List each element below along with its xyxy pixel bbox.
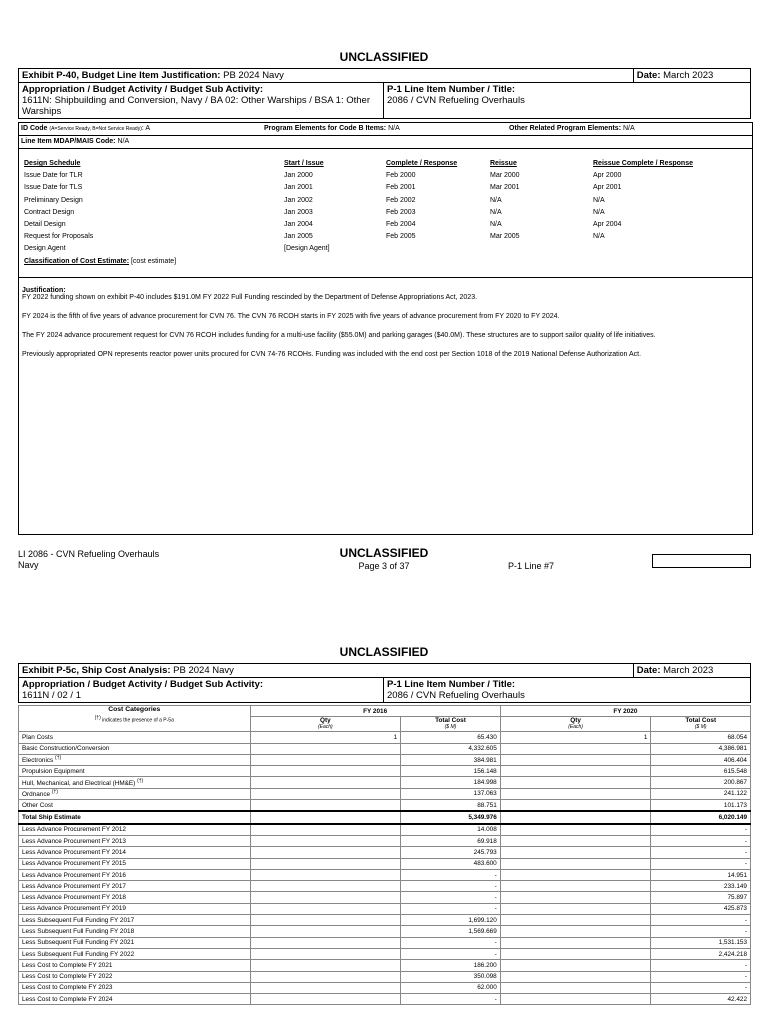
qty-cell — [250, 835, 401, 846]
total-cost-cell: 186.200 — [401, 960, 501, 971]
cost-category-label: Less Subsequent Full Funding FY 2021 — [22, 939, 135, 947]
cost-category-cell — [19, 743, 251, 754]
cost-row — [19, 881, 751, 892]
total-cost-cell: 350.098 — [401, 971, 501, 982]
qty-cell — [250, 971, 401, 982]
schedule-cell: Contract Design — [24, 208, 75, 216]
qty-cell — [250, 788, 401, 799]
schedule-header: Start / Issue — [284, 160, 324, 167]
justification-paragraph: FY 2024 is the fifth of five years of advance procurement for CVN 76. The CVN 76 RCOH starts in FY 2025 with five years of advance procurement from FY 2020 to FY 2024. — [22, 313, 560, 320]
cost-rows — [19, 732, 751, 1005]
total-cost-cell: 1,569.669 — [401, 926, 501, 937]
qty-header-b — [500, 717, 651, 732]
total-cost-cell: - — [651, 971, 751, 982]
cost-category-label: Less Cost to Complete FY 2023 — [22, 984, 113, 992]
qty-cell — [500, 788, 651, 799]
cost-categories-label: Cost Categories — [108, 706, 161, 713]
appropriation-label: Appropriation / Budget Activity / Budget Sub Activity: — [22, 679, 264, 690]
qty-cell — [500, 948, 651, 959]
footer-p1-line: P-1 Line #7 — [508, 561, 555, 571]
cost-category-label: Less Advance Procurement FY 2019 — [22, 905, 126, 913]
cost-category-cell — [19, 858, 251, 869]
total-cost-cell: 2,424.218 — [651, 948, 751, 959]
schedule-cell: Jan 2004 — [284, 220, 313, 228]
qty-cell — [500, 994, 651, 1005]
schedule-cell: [Design Agent] — [284, 245, 330, 253]
cost-row — [19, 732, 751, 743]
cost-category-cell — [19, 811, 251, 823]
cost-category-cell — [19, 937, 251, 948]
qty-cell — [250, 948, 401, 959]
cost-row — [19, 743, 751, 754]
cost-category-cell — [19, 915, 251, 926]
qty-cell — [500, 960, 651, 971]
schedule-cell: Feb 2004 — [386, 220, 416, 228]
justification-paragraph: FY 2022 funding shown on exhibit P-40 includes $191.0M FY 2022 Full Funding rescinded by the Department of Defense Appropriations Act, 2023. — [22, 294, 478, 301]
total-cost-cell: 483.600 — [401, 858, 501, 869]
cost-category-label: Total Ship Estimate — [22, 814, 81, 822]
total-cost-label: Total Cost — [435, 717, 466, 725]
cost-categories-mark: (†) — [94, 715, 101, 721]
pe-code-b-label: Program Elements for Code B Items: — [264, 125, 387, 132]
schedule-cell: Apr 2000 — [593, 172, 622, 180]
qty-label: Qty — [320, 717, 331, 725]
schedule-cell: Jan 2003 — [284, 208, 313, 216]
cost-categories-note: indicates the presence of a P-5a — [102, 717, 174, 724]
schedule-cell: Feb 2003 — [386, 208, 416, 216]
total-cost-cell: - — [401, 948, 501, 959]
cost-category-cell — [19, 881, 251, 892]
p1-line-value: 2086 / CVN Refueling Overhauls — [387, 690, 525, 701]
cost-category-cell — [19, 982, 251, 993]
qty-cell — [250, 811, 401, 823]
schedule-cell: Jan 2001 — [284, 184, 313, 192]
total-cost-cell: 384.981 — [401, 754, 501, 765]
cost-category-label: Less Subsequent Full Funding FY 2018 — [22, 927, 135, 935]
total-cost-cell: - — [401, 994, 501, 1005]
cost-row — [19, 847, 751, 858]
cost-category-label: Propulsion Equipment — [22, 767, 85, 775]
schedule-cell: Jan 2002 — [284, 196, 313, 204]
classification-banner-top: UNCLASSIFIED — [339, 50, 429, 64]
schedule-cell: Mar 2000 — [490, 172, 520, 180]
schedule-cell: Feb 2001 — [386, 184, 416, 192]
exhibit-label: Exhibit P-40, Budget Line Item Justification: — [22, 70, 221, 81]
cost-row — [19, 994, 751, 1005]
cost-row — [19, 948, 751, 959]
cost-row — [19, 982, 751, 993]
justification-paragraph: Previously appropriated OPN represents reactor power units procured for CVN 74-76 RCOHs. Funding was included with the end cost per Section 1018 of the 2019 National Defense Authorization Act. — [22, 351, 642, 358]
total-cost-cell: 101.173 — [651, 800, 751, 812]
total-cost-cell: 200.867 — [651, 777, 751, 788]
schedule-cell: Issue Date for TLR — [24, 172, 83, 180]
cost-category-cell — [19, 835, 251, 846]
exhibit-cell — [19, 69, 634, 83]
total-cost-cell: - — [651, 847, 751, 858]
total-cost-cell: 14.951 — [651, 869, 751, 880]
qty-cell — [250, 800, 401, 812]
cost-row — [19, 971, 751, 982]
qty-cell — [500, 858, 651, 869]
total-cost-cell: 88.751 — [401, 800, 501, 812]
schedule-cell: Preliminary Design — [24, 196, 83, 204]
footer-box — [652, 554, 751, 568]
cost-estimate-label: Classification of Cost Estimate: — [24, 258, 130, 265]
cost-row — [19, 960, 751, 971]
schedule-cell: Jan 2000 — [284, 172, 313, 180]
cost-category-cell — [19, 960, 251, 971]
qty-cell — [250, 847, 401, 858]
p5a-marker: (†) — [51, 789, 58, 796]
total-cost-cell: 137.063 — [401, 788, 501, 799]
cost-category-cell — [19, 971, 251, 982]
schedule-cell — [490, 243, 593, 255]
total-cost-label: Total Cost — [685, 717, 717, 725]
cost-category-label: Plan Costs — [22, 733, 53, 741]
appropriation-cell — [19, 678, 384, 703]
schedule-row — [24, 219, 743, 231]
total-cost-cell: 233.149 — [651, 881, 751, 892]
schedule-cell: N/A — [593, 208, 605, 216]
total-cost-cell: 4,332.605 — [401, 743, 501, 754]
schedule-row — [24, 231, 743, 243]
total-cost-cell: 1,699.120 — [401, 915, 501, 926]
qty-cell — [500, 881, 651, 892]
total-cost-cell: 406.404 — [651, 754, 751, 765]
cost-category-cell — [19, 732, 251, 743]
total-cost-cell: - — [651, 982, 751, 993]
qty-cell — [500, 835, 651, 846]
total-cost-cell: 245.793 — [401, 847, 501, 858]
qty-cell — [500, 971, 651, 982]
schedule-row — [24, 195, 743, 207]
schedule-header: Complete / Response — [386, 160, 458, 167]
footer-line-item: LI 2086 - CVN Refueling Overhauls — [18, 549, 160, 559]
other-pe-value: N/A — [622, 125, 635, 132]
schedule-cell: N/A — [490, 220, 502, 228]
schedule-cell: Mar 2001 — [490, 184, 520, 192]
cost-category-label: Less Advance Procurement FY 2014 — [22, 848, 126, 856]
total-cost-cell: - — [401, 892, 501, 903]
design-schedule-table — [24, 158, 743, 256]
total-cost-cell: 1,531.153 — [651, 937, 751, 948]
qty-cell: 1 — [500, 732, 651, 743]
cost-categories-header — [19, 706, 251, 732]
cost-category-label: Less Subsequent Full Funding FY 2017 — [22, 916, 135, 924]
schedule-header: Reissue Complete / Response — [593, 160, 693, 167]
fy-a-header: FY 2016 — [250, 706, 500, 717]
date-cell — [633, 664, 750, 678]
total-cost-cell: 156.148 — [401, 766, 501, 777]
total-cost-cell: 65.430 — [401, 732, 501, 743]
total-cost-cell: 6,020.149 — [651, 811, 751, 823]
total-cost-cell: - — [651, 915, 751, 926]
p5c-header-table — [18, 663, 751, 703]
cost-category-label: Less Advance Procurement FY 2018 — [22, 894, 126, 902]
justification-section — [22, 287, 750, 370]
cost-row — [19, 800, 751, 812]
qty-cell — [250, 858, 401, 869]
cost-row — [19, 777, 751, 788]
qty-cell — [250, 937, 401, 948]
qty-cell — [250, 824, 401, 836]
qty-cell — [500, 869, 651, 880]
cost-category-cell — [19, 777, 251, 788]
total-cost-cell: 62.000 — [401, 982, 501, 993]
schedule-cell: Apr 2004 — [593, 220, 622, 228]
total-cost-cell: - — [401, 881, 501, 892]
qty-cell — [500, 847, 651, 858]
schedule-cell: Feb 2000 — [386, 172, 416, 180]
p5a-marker: (†) — [55, 755, 62, 762]
schedule-cell: Issue Date for TLS — [24, 184, 83, 192]
fy-b-header: FY 2020 — [500, 706, 750, 717]
schedule-cell: Design Agent — [24, 245, 66, 253]
cost-category-cell — [19, 926, 251, 937]
total-cost-cell: - — [651, 835, 751, 846]
cost-category-label: Less Advance Procurement FY 2017 — [22, 882, 126, 890]
classification-banner-top-2: UNCLASSIFIED — [339, 645, 429, 659]
qty-cell — [500, 903, 651, 914]
cost-category-label: Electronics — [22, 757, 54, 765]
total-cost-cell: - — [651, 960, 751, 971]
qty-unit: (Each) — [568, 724, 583, 731]
cost-row — [19, 869, 751, 880]
cost-row — [19, 937, 751, 948]
cost-category-cell — [19, 892, 251, 903]
cost-row — [19, 788, 751, 799]
p1-line-cell — [384, 678, 751, 703]
qty-cell — [500, 926, 651, 937]
total-cost-unit: ($ M) — [694, 724, 707, 731]
appropriation-value: 1611N / 02 / 1 — [22, 690, 81, 701]
qty-cell — [250, 903, 401, 914]
cost-row — [19, 892, 751, 903]
cost-row — [19, 835, 751, 846]
cost-category-label: Less Advance Procurement FY 2013 — [22, 837, 126, 845]
other-pe-label: Other Related Program Elements: — [509, 125, 622, 132]
exhibit-cell — [19, 664, 634, 678]
cost-category-label: Basic Construction/Conversion — [22, 745, 110, 753]
total-cost-cell: 425.873 — [651, 903, 751, 914]
mdap-value: N/A — [117, 138, 130, 145]
schedule-cell — [386, 243, 490, 255]
cost-category-label: Less Advance Procurement FY 2015 — [22, 860, 126, 868]
schedule-cell: Request for Proposals — [24, 233, 94, 241]
schedule-cell: N/A — [593, 233, 605, 241]
cost-category-cell — [19, 788, 251, 799]
qty-cell — [250, 892, 401, 903]
qty-cell — [500, 824, 651, 836]
cost-category-cell — [19, 994, 251, 1005]
total-cost-cell: 68.054 — [651, 732, 751, 743]
total-cost-cell: 69.918 — [401, 835, 501, 846]
cost-row — [19, 915, 751, 926]
total-cost-cell: 42.422 — [651, 994, 751, 1005]
cost-category-label: Less Advance Procurement FY 2016 — [22, 871, 126, 879]
cost-row — [19, 766, 751, 777]
total-cost-cell: - — [651, 926, 751, 937]
cost-row — [19, 811, 751, 823]
qty-cell — [500, 982, 651, 993]
p1-line-value: 2086 / CVN Refueling Overhauls — [387, 95, 525, 106]
id-code-label: ID Code — [21, 125, 48, 132]
cost-category-label: Less Advance Procurement FY 2012 — [22, 826, 126, 834]
schedule-cell: Apr 2001 — [593, 184, 622, 192]
schedule-cell — [593, 243, 743, 255]
total-cost-unit: ($ M) — [444, 724, 457, 731]
ship-cost-table — [18, 705, 751, 1005]
id-code-note: (A=Service Ready, B=Not Service Ready) — [49, 126, 142, 132]
total-cost-cell: - — [651, 824, 751, 836]
qty-cell — [250, 743, 401, 754]
id-code-value: : A — [141, 125, 151, 132]
cost-category-label: Hull, Mechanical, and Electrical (HM&E) — [22, 780, 136, 788]
qty-cell — [500, 800, 651, 812]
appropriation-label: Appropriation / Budget Activity / Budget Sub Activity: — [22, 84, 264, 95]
cost-category-cell — [19, 754, 251, 765]
schedule-cell: N/A — [593, 196, 605, 204]
p1-line-label: P-1 Line Item Number / Title: — [387, 84, 516, 95]
qty-cell — [250, 926, 401, 937]
schedule-row — [24, 207, 743, 219]
qty-cell — [250, 869, 401, 880]
footer-service: Navy — [18, 560, 39, 570]
appropriation-value: 1611N: Shipbuilding and Conversion, Navy / BA 02: Other Warships / BSA 1: Other Warships — [22, 95, 370, 117]
cost-category-label: Less Subsequent Full Funding FY 2022 — [22, 950, 135, 958]
cost-category-cell — [19, 948, 251, 959]
schedule-row — [24, 182, 743, 194]
exhibit-value: PB 2024 Navy — [223, 70, 284, 81]
total-cost-cell: 241.122 — [651, 788, 751, 799]
schedule-row — [24, 243, 743, 255]
pe-code-b-value: N/A — [388, 125, 400, 132]
cost-category-cell — [19, 903, 251, 914]
cost-estimate-line — [24, 258, 176, 265]
schedule-cell: Feb 2002 — [386, 196, 416, 204]
total-cost-cell: - — [401, 869, 501, 880]
p1-line-cell — [384, 83, 751, 119]
date-value: March 2023 — [663, 665, 714, 676]
footer-page-number: Page 3 of 37 — [358, 561, 410, 571]
mdap-label: Line Item MDAP/MAIS Code: — [21, 138, 116, 145]
schedule-row — [24, 170, 743, 182]
cost-category-cell — [19, 869, 251, 880]
cost-estimate-value: [cost estimate] — [130, 258, 177, 265]
schedule-cell: Feb 2005 — [386, 233, 416, 241]
qty-cell — [250, 754, 401, 765]
schedule-cell: N/A — [490, 208, 502, 216]
qty-cell — [500, 777, 651, 788]
qty-cell — [250, 982, 401, 993]
cost-row — [19, 824, 751, 836]
qty-cell — [250, 766, 401, 777]
justification-label: Justification: — [22, 287, 66, 294]
cost-category-label: Other Cost — [22, 801, 53, 809]
schedule-cell: N/A — [490, 196, 502, 204]
total-cost-cell: 14.008 — [401, 824, 501, 836]
date-cell — [633, 69, 750, 83]
qty-cell — [500, 754, 651, 765]
cost-category-cell — [19, 800, 251, 812]
p5a-marker: (†) — [137, 778, 144, 785]
qty-cell — [250, 960, 401, 971]
qty-label: Qty — [570, 717, 581, 725]
total-cost-cell: 75.897 — [651, 892, 751, 903]
exhibit-label: Exhibit P-5c, Ship Cost Analysis: — [22, 665, 171, 676]
schedule-header: Reissue — [490, 160, 517, 167]
schedule-cell: Jan 2005 — [284, 233, 313, 241]
total-cost-cell: - — [401, 937, 501, 948]
qty-cell — [500, 811, 651, 823]
cost-row — [19, 926, 751, 937]
mdap-row — [18, 135, 753, 149]
total-cost-cell: 615.548 — [651, 766, 751, 777]
appropriation-cell — [19, 83, 384, 119]
cost-category-label: Less Cost to Complete FY 2022 — [22, 973, 113, 981]
cost-category-label: Ordnance — [22, 791, 51, 799]
classification-banner-bottom: UNCLASSIFIED — [339, 546, 429, 560]
total-cost-cell: - — [401, 903, 501, 914]
p1-line-label: P-1 Line Item Number / Title: — [387, 679, 516, 690]
qty-cell — [500, 766, 651, 777]
qty-cell — [250, 994, 401, 1005]
id-code-row — [18, 122, 753, 136]
cost-category-cell — [19, 766, 251, 777]
total-cost-cell: 184.998 — [401, 777, 501, 788]
total-cost-cell: 5,349.976 — [401, 811, 501, 823]
justification-paragraph: The FY 2024 advance procurement request for CVN 76 RCOH includes funding for a multi-use facility ($55.0M) and parking garages ($40.0M). These structures are to support sailor quality of life initiatives. — [22, 332, 656, 339]
date-label: Date: — [636, 665, 661, 676]
cost-category-cell — [19, 847, 251, 858]
cost-row — [19, 858, 751, 869]
qty-cell — [500, 892, 651, 903]
schedule-cell: Mar 2005 — [490, 233, 520, 241]
cost-category-cell — [19, 824, 251, 836]
qty-cell: 1 — [250, 732, 401, 743]
exhibit-value: PB 2024 Navy — [173, 665, 234, 676]
qty-header-a — [250, 717, 401, 732]
p40-header-table — [18, 68, 751, 119]
qty-cell — [500, 915, 651, 926]
cost-row — [19, 903, 751, 914]
qty-cell — [500, 937, 651, 948]
qty-cell — [250, 881, 401, 892]
total-cost-header-b — [651, 717, 751, 732]
total-cost-cell: 4,386.981 — [651, 743, 751, 754]
qty-cell — [500, 743, 651, 754]
date-value: March 2023 — [663, 70, 714, 81]
schedule-cell: Detail Design — [24, 220, 66, 228]
total-cost-cell: - — [651, 858, 751, 869]
cost-category-label: Less Cost to Complete FY 2024 — [22, 995, 113, 1003]
cost-category-label: Less Cost to Complete FY 2021 — [22, 961, 113, 969]
qty-cell — [250, 777, 401, 788]
date-label: Date: — [636, 70, 661, 81]
cost-row — [19, 754, 751, 765]
total-cost-header-a — [401, 717, 501, 732]
qty-unit: (Each) — [318, 724, 333, 731]
schedule-header: Design Schedule — [24, 160, 81, 167]
qty-cell — [250, 915, 401, 926]
